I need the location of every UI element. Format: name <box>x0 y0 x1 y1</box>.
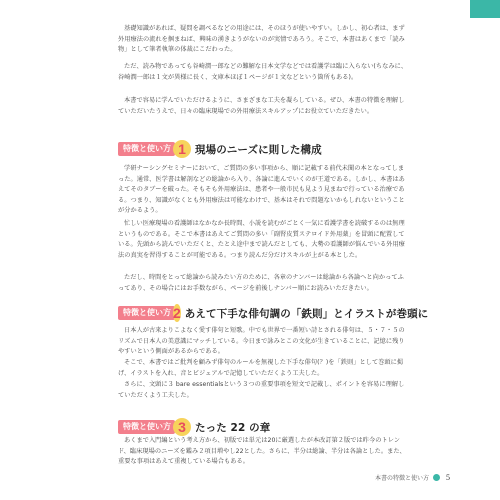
feature-heading-3 <box>118 416 418 438</box>
feature-2-paragraph-2: そこで、本書ではご批判を顧みず俳句のルールを無視した下手な俳句(？)を「鉄則」として巻頭に掲げ、イラストを入れ、音とビジュアルで記憶していただくよう工夫した。 <box>118 359 404 377</box>
page-number: 5 <box>446 472 450 482</box>
feature-tag: 特徴と使い方 <box>118 420 175 434</box>
feature-1-paragraph-3: ただし、時間をとって総論から読みたい方のために、各章のナンバーは総論から各論へと向かってふってあり、その場合にはお手数ながら、ページを前後しナンバー順にお読みいただきたい。 <box>118 274 404 292</box>
feature-title: あえて下手な俳句調の「鉄則」とイラストが巻頭に <box>184 307 429 320</box>
feature-heading-1 <box>118 138 418 160</box>
page-footer <box>330 470 450 484</box>
feature-tag: 特徴と使い方 <box>118 142 175 156</box>
feature-number-badge: 1 <box>173 140 191 158</box>
feature-2-paragraph-3: さらに、文頭に３ bare essentialsという３つの重要事項を短文で記載し、ポイントを容易に理解していただくよう工夫した。 <box>118 381 405 399</box>
feature-1-paragraph-2: 忙しい医療現場の看護師はなかなか長時間、小説を読むがごとく一気に看護学書を読破するのは無理というものである。そこで本書はあえてご質問の多い「副腎皮質ステロイド外用薬」を冒頭に配置している。先頭から読んでいただくと、たとえ途中まで読んだとしても、大勢の看護師が悩んでいる外用療法の真実を習得することが可能である。つまり読んだ分だけスキルが上がる本とした。 <box>118 220 405 259</box>
intro-paragraph-3: 本書で容易に学んでいただけるように、さまざまな工夫を凝らしている。ぜひ、本書の特徴を理解していただいたうえで、日々の臨床現場での外用療法スキルアップにお役立ていただきたい。 <box>118 97 405 115</box>
corner-color-band <box>470 0 500 18</box>
feature-3-paragraph-1: あくまで入門編という考え方から、初版では単元は20に厳選したが本改訂第２版では昨今のトレンド、臨床現場のニーズを鑑み２項目増やし22とした。さらに、半分は総論、半分は各論とした。また、重要な事項はあえて重複している場合もある。 <box>118 437 406 466</box>
feature-number-badge: 3 <box>173 418 191 436</box>
feature-1-paragraph-1: 学研ナーシングセミナーにおいて、ご質問の多い事項から、順に記載する前代未聞の本となってしまった。通常、医学書は解剖などの総論から入り、各論に進んでいくのが王道である。しかし、本書はあえてそのタブーを破った。そもそも外用療法は、患者や一般市民も見よう見まねで行っている治療である。つまり、知識がなくとも外用療法は可能なわけで、基本はそれで問題ないかもしれないということが分かるよう。 <box>118 165 405 215</box>
feature-heading-2 <box>118 302 429 324</box>
intro-paragraph-1: 基礎知識があれば、疑問を調べるなどの用途には、そのほうが使いやすい。しかし、初心者は、まず外用療法の流れを掴まねば、興味の湧きようがないのが実情であろう。そこで、本書はあくまで「読み物」として筆者執筆の体裁にこだわった。 <box>118 25 405 54</box>
feature-number-badge: 2 <box>173 305 181 321</box>
feature-title: 現場のニーズに則した構成 <box>195 143 322 156</box>
feature-tag: 特徴と使い方 <box>118 306 175 320</box>
footer-section-title: 本書の特徴と使い方 <box>374 474 429 482</box>
intro-paragraph-2: ただ、読み物であっても谷崎潤一郎などの難解な日本文学などでは看護学は臨に入らない(ちなみに、谷崎潤一郎は１文が異様に長く、文庫本ほぼ１ページが１文などという箇所もある)。 <box>118 63 408 81</box>
feature-title: たった 22 の章 <box>195 421 271 434</box>
footer-dot-icon <box>433 474 440 481</box>
feature-2-paragraph-1: 日本人が古来よりこよなく愛す俳句と短歌。中でも世界で一番短い詩とされる俳句は、５・７・５のリズムで日本人の美意識にマッチしている。今日まで詠みとこの文化が生きていることに、記憶に残りやすいという側面があるからである。 <box>118 327 405 356</box>
